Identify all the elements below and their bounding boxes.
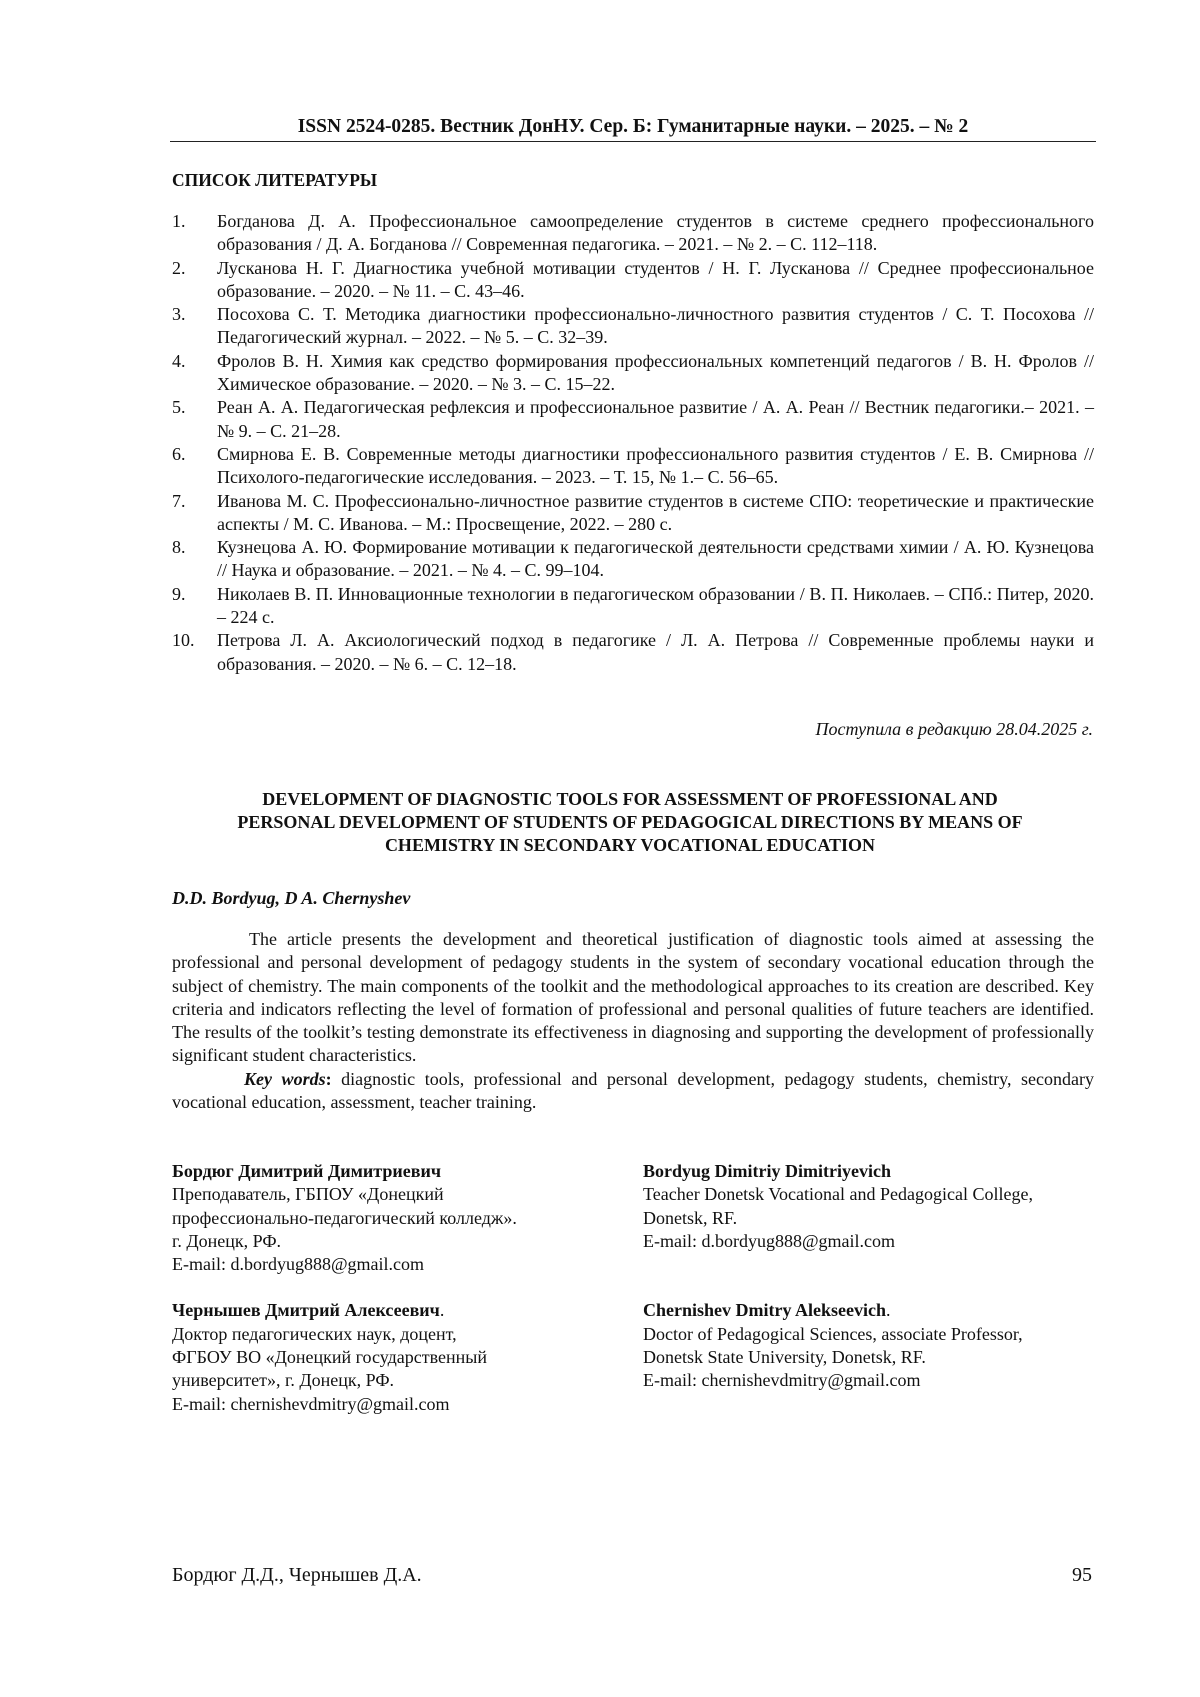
reference-text: Смирнова Е. В. Современные методы диагностики профессионального развития студентов / Е. В. Смирнова // Психолого-педагогические исследования. – 2023. – Т. 15, № 1.– С. 56–65. xyxy=(217,443,1094,488)
author-email[interactable]: E-mail: d.bordyug888@gmail.com xyxy=(172,1254,425,1275)
abstract-text: The article presents the development and theoretical justification of diagnostic tools aimed at assessing the professional and personal development of pedagogy students in the system of secondary vocational education through the subject of chemistry. The main components of the toolkit and the methodological approaches to its creation are described. Key criteria and indicators reflecting the level of formation of professional and personal qualities of future teachers are identified. The results of the toolkit’s testing demonstrate its effectiveness in diagnosing and supporting the development of professionally significant student characteristics. xyxy=(172,929,1094,1066)
reference-number: 7. xyxy=(172,490,186,511)
reference-item xyxy=(172,350,1094,397)
journal-header: ISSN 2524-0285. Вестник ДонНУ. Сер. Б: Гуманитарные науки. – 2025. – № 2 xyxy=(170,113,1096,142)
reference-number: 1. xyxy=(172,211,186,231)
reference-item xyxy=(172,583,1094,630)
author-name: Bordyug Dimitriy Dimitriyevich xyxy=(643,1161,891,1181)
reference-text: Фролов В. Н. Химия как средство формирования профессиональных компетенций педагогов / В. Н. Фролов // Химическое образование. – 2020. – № 3. – С. 15–22. xyxy=(217,350,1094,395)
reference-number: 9. xyxy=(172,583,186,604)
references-title: СПИСОК ЛИТЕРАТУРЫ xyxy=(172,170,378,190)
reference-item xyxy=(172,396,1094,443)
english-title-line: PERSONAL DEVELOPMENT OF STUDENTS OF PEDAGOGICAL DIRECTIONS BY MEANS OF xyxy=(237,812,1023,832)
english-title xyxy=(150,788,1110,857)
keywords-label: Key words xyxy=(244,1068,326,1089)
author-affiliation: Преподаватель, ГБПОУ «Донецкий xyxy=(172,1184,444,1205)
author-affiliation: Teacher Donetsk Vocational and Pedagogical College, xyxy=(643,1184,1033,1205)
author-affiliation: Доктор педагогических наук, доцент, xyxy=(172,1323,457,1344)
reference-text: Кузнецова А. Ю. Формирование мотивации к педагогической деятельности средствами химии / А. Ю. Кузнецова // Наука и образование. – 2021. – № 4. – С. 99–104. xyxy=(217,537,1094,581)
reference-item xyxy=(172,257,1094,304)
reference-item xyxy=(172,303,1094,350)
reference-number: 3. xyxy=(172,304,186,325)
author-affiliation: Doctor of Pedagogical Sciences, associate Professor, xyxy=(643,1323,1023,1344)
english-authors: D.D. Bordyug, D A. Chernyshev xyxy=(172,888,411,908)
author-name-suffix: . xyxy=(885,1300,891,1321)
reference-text: Реан А. А. Педагогическая рефлексия и профессиональное развитие / А. А. Реан // Вестник педагогики.– 2021. –№ 9. – С. 21–28. xyxy=(217,397,1094,441)
reference-text: Николаев В. П. Инновационные технологии в педагогическом образовании / В. П. Николаев. – СПб.: Питер, 2020. – 224 с. xyxy=(217,583,1094,628)
reference-item xyxy=(172,536,1094,583)
reference-text: Богданова Д. А. Профессиональное самоопределение студентов в системе среднего профессионального образования / Д. А. Богданова // Современная педагогика. – 2021. – № 2. – С. 112–118. xyxy=(217,211,1094,255)
reference-number: 8. xyxy=(172,537,186,558)
spacer-line xyxy=(643,1253,1083,1276)
received-date: Поступила в редакцию 28.04.2025 г. xyxy=(815,719,1093,739)
keywords-paragraph xyxy=(172,1068,1094,1115)
author-location: университет», г. Донецк, РФ. xyxy=(172,1370,395,1391)
reference-text: Иванова М. С. Профессионально-личностное развитие студентов в системе СПО: теоретические и практические аспекты / М. С. Иванова. – М.: Просвещение, 2022. – 280 с. xyxy=(217,490,1094,534)
english-title-line: DEVELOPMENT OF DIAGNOSTIC TOOLS FOR ASSESSMENT OF PROFESSIONAL AND xyxy=(262,789,998,809)
page-number: 95 xyxy=(1072,1564,1092,1586)
reference-text: Лусканова Н. Г. Диагностика учебной мотивации студентов / Н. Г. Лусканова // Среднее профессиональное образование. – 2020. – № 11. – С. 43–46. xyxy=(217,257,1094,301)
author-info xyxy=(172,1299,612,1415)
reference-item xyxy=(172,210,1094,257)
author-affiliation: профессионально-педагогический колледж». xyxy=(172,1207,517,1228)
reference-number: 4. xyxy=(172,350,186,371)
author-info xyxy=(643,1299,1083,1392)
author-email[interactable]: E-mail: chernishevdmitry@gmail.com xyxy=(172,1393,450,1414)
author-affiliation: ФГБОУ ВО «Донецкий государственный xyxy=(172,1347,487,1368)
reference-text: Посохова С. Т. Методика диагностики профессионально-личностного развития студентов / С. Т. Посохова // Педагогический журнал. – 2022. – № 5. – С. 32–39. xyxy=(217,304,1094,348)
keywords-text: diagnostic tools, professional and personal development, pedagogy students, chemistry, secondary vocational education, assessment, teacher training. xyxy=(172,1068,1094,1113)
reference-number: 10. xyxy=(172,630,195,651)
author-location: Donetsk, RF. xyxy=(643,1207,738,1228)
footer-authors: Бордюг Д.Д., Чернышев Д.А. xyxy=(172,1564,422,1586)
keywords-colon: : xyxy=(325,1068,332,1089)
abstract xyxy=(172,928,1094,1114)
author-name-suffix: . xyxy=(439,1300,445,1321)
reference-text: Петрова Л. А. Аксиологический подход в педагогике / Л. А. Петрова // Современные проблемы науки и образования. – 2020. – № 6. – С. 12–18. xyxy=(217,630,1094,674)
author-email[interactable]: E-mail: d.bordyug888@gmail.com xyxy=(643,1230,896,1251)
authors-ru-column xyxy=(172,1160,612,1439)
author-info xyxy=(643,1160,1083,1276)
reference-item xyxy=(172,490,1094,537)
author-location: Donetsk State University, Donetsk, RF. xyxy=(643,1347,926,1368)
reference-item xyxy=(172,629,1094,676)
references-list xyxy=(172,210,1094,676)
author-name: Чернышев Дмитрий Алексеевич xyxy=(172,1300,440,1321)
reference-item xyxy=(172,443,1094,490)
reference-number: 2. xyxy=(172,257,186,278)
reference-number: 5. xyxy=(172,397,186,418)
english-title-line: CHEMISTRY IN SECONDARY VOCATIONAL EDUCATION xyxy=(384,835,876,855)
author-location: г. Донецк, РФ. xyxy=(172,1230,282,1251)
author-email[interactable]: E-mail: chernishevdmitry@gmail.com xyxy=(643,1370,921,1391)
author-name: Бордюг Димитрий Димитриевич xyxy=(172,1161,441,1181)
reference-number: 6. xyxy=(172,443,186,464)
authors-en-column xyxy=(643,1160,1083,1416)
author-info xyxy=(172,1160,612,1276)
author-name: Chernishev Dmitry Alekseevich xyxy=(643,1300,886,1321)
